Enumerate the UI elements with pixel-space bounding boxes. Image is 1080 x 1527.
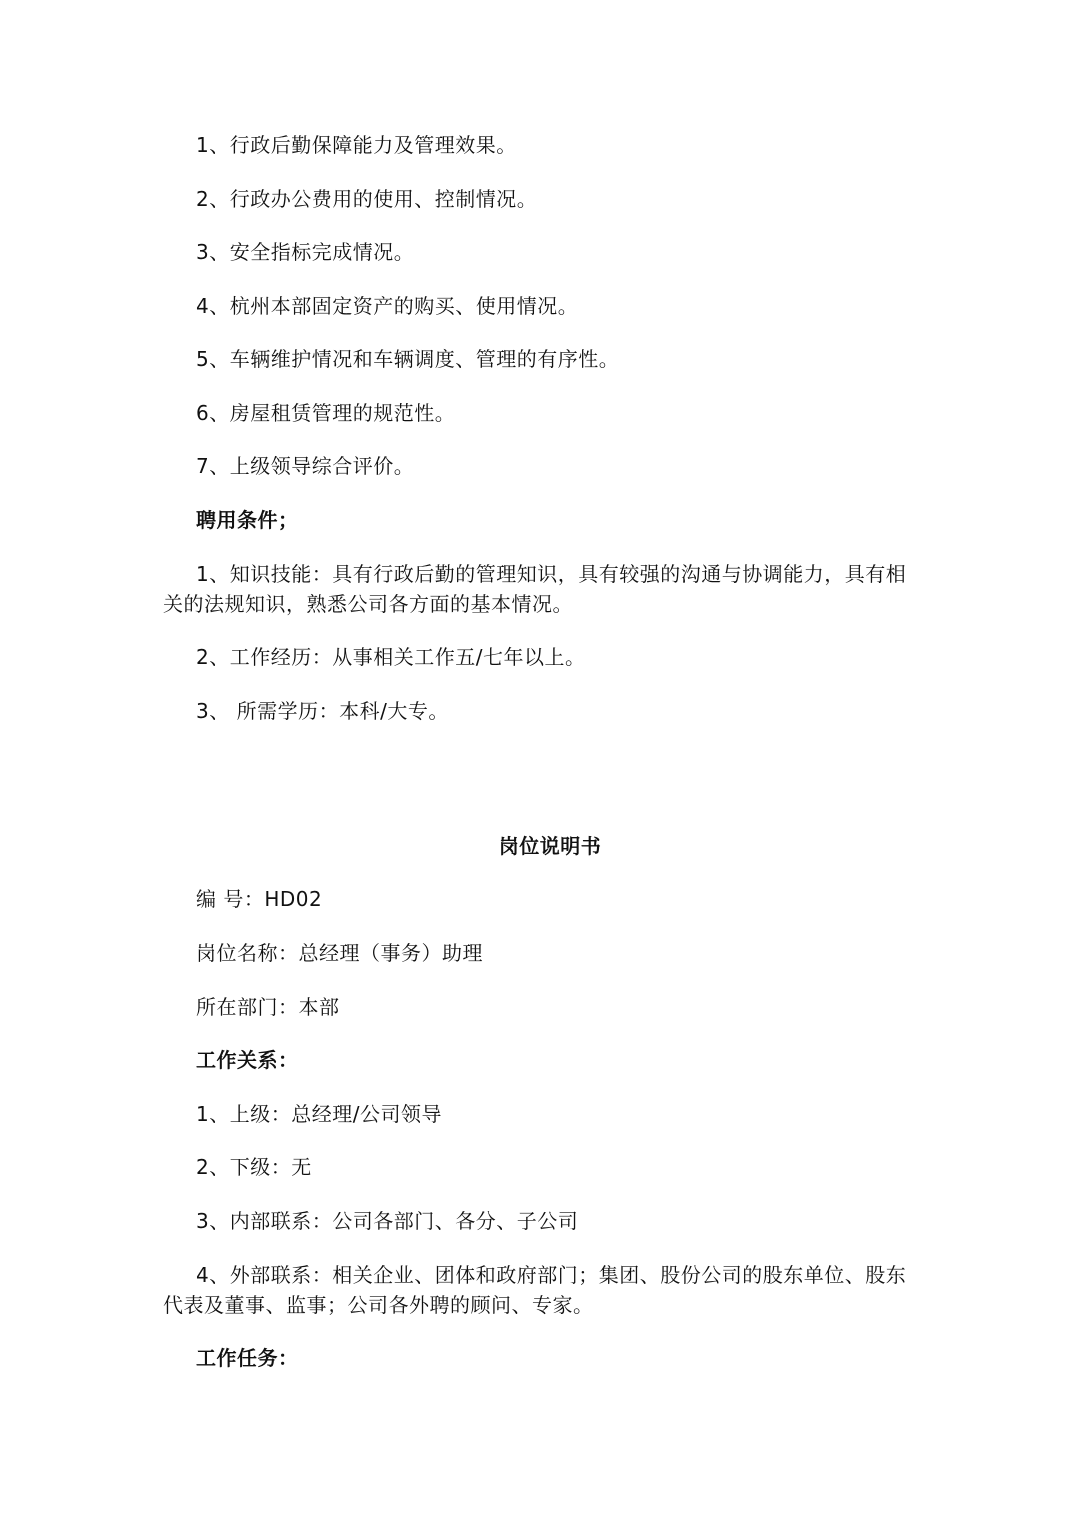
position-number: 编 号：HD02 [196,887,323,911]
relation-item-4: 4、外部联系：相关企业、团体和政府部门；集团、股份公司的股东单位、股东代表及董事、监事；公司各外聘的顾问、专家。 [163,1263,907,1317]
position-name: 岗位名称：总经理（事务）助理 [196,941,483,965]
page-title: 岗位说明书 [498,834,602,858]
condition-item-1: 1、知识技能：具有行政后勤的管理知识，具有较强的沟通与协调能力，具有相关的法规知识，熟悉公司各方面的基本情况。 [163,562,907,616]
conditions-heading: 聘用条件； [196,508,299,532]
relation-item-3: 3、内部联系：公司各部门、各分、子公司 [196,1209,579,1233]
assessment-item-7: 7、上级领导综合评价。 [196,454,415,478]
assessment-item-4: 4、杭州本部固定资产的购买、使用情况。 [196,294,579,318]
tasks-heading: 工作任务： [196,1346,299,1370]
condition-item-3: 3、 所需学历：本科/大专。 [196,699,449,723]
department: 所在部门：本部 [196,995,340,1019]
condition-item-2: 2、工作经历：从事相关工作五/七年以上。 [196,645,586,669]
assessment-item-1: 1、行政后勤保障能力及管理效果。 [196,133,517,157]
assessment-item-6: 6、房屋租赁管理的规范性。 [196,401,456,425]
relation-item-2: 2、下级：无 [196,1155,312,1179]
assessment-item-3: 3、安全指标完成情况。 [196,240,415,264]
relation-item-1: 1、上级：总经理/公司领导 [196,1102,442,1126]
assessment-item-5: 5、车辆维护情况和车辆调度、管理的有序性。 [196,347,620,371]
assessment-item-2: 2、行政办公费用的使用、控制情况。 [196,187,538,211]
relations-heading: 工作关系： [196,1048,299,1072]
